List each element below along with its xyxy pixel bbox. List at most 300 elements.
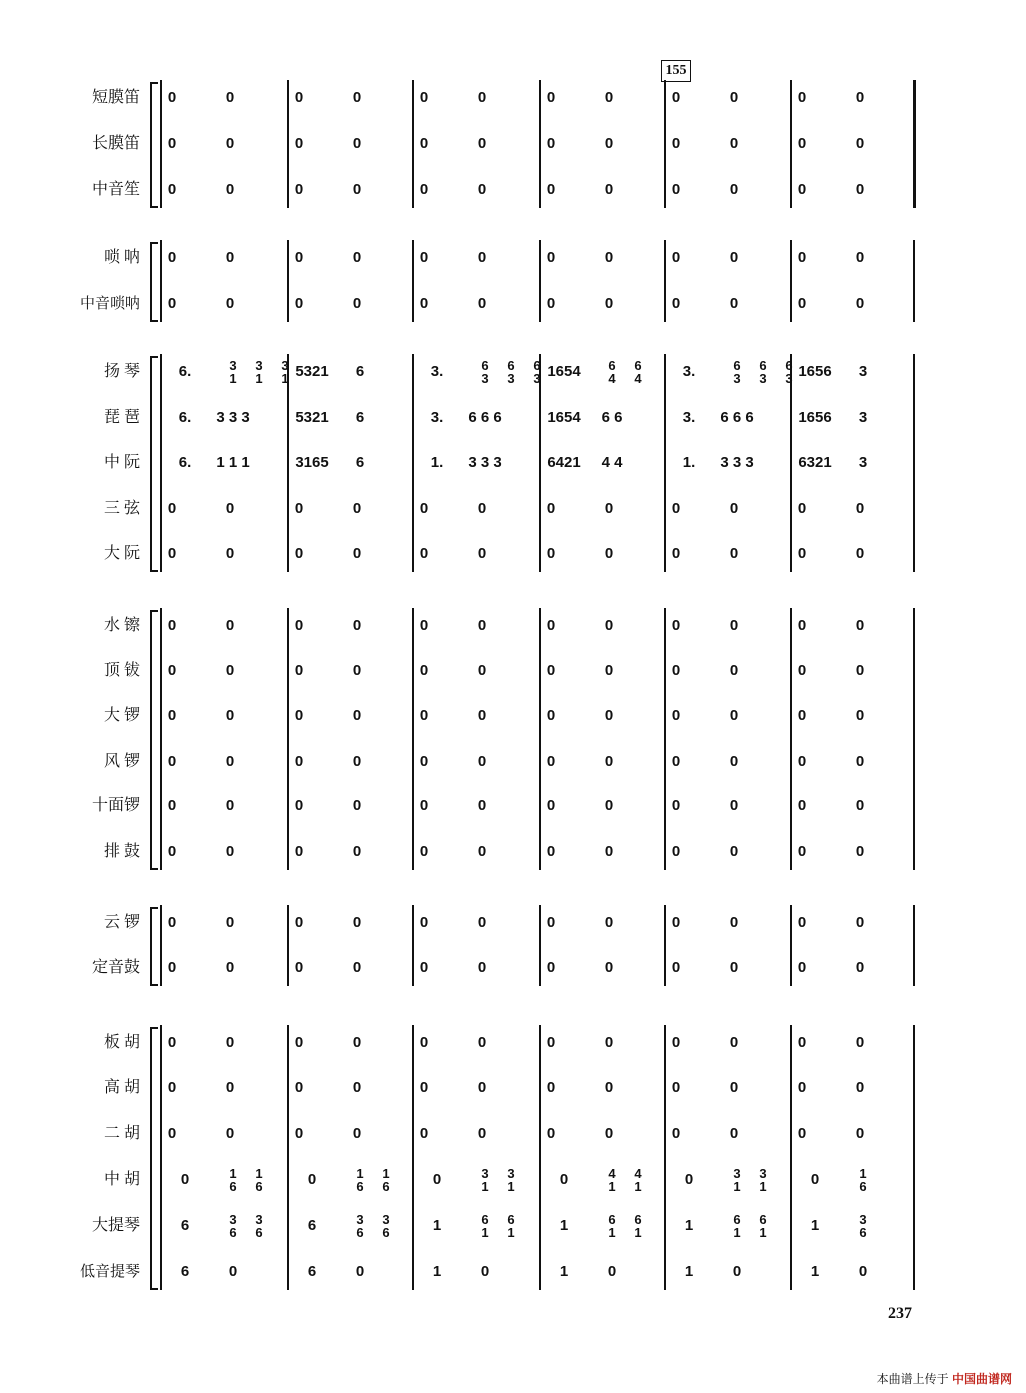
note: 3. <box>430 363 444 380</box>
note: 0 <box>604 753 614 770</box>
barline <box>913 905 915 986</box>
barline <box>287 1025 289 1290</box>
note: 0 <box>167 753 177 770</box>
note-chord: 6 3 <box>507 358 515 386</box>
note: 0 <box>671 295 681 312</box>
barline <box>790 905 792 986</box>
note: 0 <box>352 500 362 517</box>
note: 0 <box>294 662 304 679</box>
note-chord: 6 3 <box>759 358 767 386</box>
note: 0 <box>294 707 304 724</box>
note: 0 <box>352 707 362 724</box>
bracket-bottom <box>150 984 158 986</box>
group-bracket <box>150 82 152 206</box>
barline <box>160 80 162 208</box>
note: 0 <box>477 843 487 860</box>
note: 0 <box>604 89 614 106</box>
note: 1. <box>682 454 696 471</box>
instrument-label: 排 鼓 <box>103 843 140 860</box>
note: 0 <box>729 1125 739 1142</box>
note: 0 <box>797 617 807 634</box>
note: 0 <box>225 181 235 198</box>
instrument-label: 板 胡 <box>103 1034 140 1051</box>
note: 0 <box>228 1263 238 1280</box>
note: 0 <box>419 959 429 976</box>
note: 6 <box>307 1263 317 1280</box>
note: 6321 <box>798 454 832 471</box>
note: 0 <box>797 959 807 976</box>
note: 0 <box>419 249 429 266</box>
note: 3 <box>858 363 868 380</box>
note: 0 <box>225 1079 235 1096</box>
group-bracket <box>150 610 152 868</box>
note: 0 <box>671 1125 681 1142</box>
note: 0 <box>167 545 177 562</box>
note: 0 <box>797 545 807 562</box>
note: 0 <box>855 914 865 931</box>
note: 0 <box>546 959 556 976</box>
note: 6 <box>180 1217 190 1234</box>
barline <box>790 354 792 572</box>
note: 0 <box>477 295 487 312</box>
note: 0 <box>225 1034 235 1051</box>
note: 0 <box>294 135 304 152</box>
note: 0 <box>167 843 177 860</box>
barline <box>412 608 414 870</box>
note: 0 <box>180 1171 190 1188</box>
note: 0 <box>352 1079 362 1096</box>
note: 0 <box>797 707 807 724</box>
note: 0 <box>604 1034 614 1051</box>
note: 0 <box>671 181 681 198</box>
note: 6 <box>307 1217 317 1234</box>
note: 0 <box>607 1263 617 1280</box>
barline <box>664 354 666 572</box>
bracket-top <box>150 907 158 909</box>
note: 0 <box>477 1079 487 1096</box>
note: 0 <box>294 1125 304 1142</box>
instrument-label: 长膜笛 <box>91 135 140 152</box>
note: 0 <box>546 1034 556 1051</box>
note-chord: 3 1 <box>255 358 263 386</box>
note: 0 <box>546 843 556 860</box>
note: 0 <box>477 500 487 517</box>
note: 0 <box>352 249 362 266</box>
note: 0 <box>546 181 556 198</box>
bracket-top <box>150 356 158 358</box>
note: 0 <box>419 1125 429 1142</box>
note: 0 <box>546 1079 556 1096</box>
note: 0 <box>855 843 865 860</box>
note: 0 <box>546 707 556 724</box>
instrument-label: 顶 钹 <box>103 662 140 679</box>
note: 0 <box>855 295 865 312</box>
barline <box>160 240 162 322</box>
note: 0 <box>855 662 865 679</box>
note: 0 <box>729 295 739 312</box>
note: 0 <box>671 797 681 814</box>
note: 0 <box>855 500 865 517</box>
barline <box>412 80 414 208</box>
note: 0 <box>477 617 487 634</box>
note: 0 <box>167 707 177 724</box>
note: 0 <box>546 500 556 517</box>
note: 0 <box>225 843 235 860</box>
note: 1656 <box>798 363 832 380</box>
note: 0 <box>671 707 681 724</box>
instrument-label: 大 阮 <box>103 545 140 562</box>
note: 5321 <box>295 409 329 426</box>
note-chord: 3 1 <box>229 358 237 386</box>
note: 0 <box>294 1079 304 1096</box>
bracket-top <box>150 1027 158 1029</box>
note: 0 <box>419 1034 429 1051</box>
instrument-label: 三 弦 <box>103 500 140 517</box>
note: 3. <box>430 409 444 426</box>
note: 3. <box>682 363 696 380</box>
note: 0 <box>729 753 739 770</box>
instrument-label: 十面锣 <box>91 797 140 814</box>
note: 0 <box>604 500 614 517</box>
note: 0 <box>797 249 807 266</box>
note-chord: 3 6 <box>255 1212 263 1240</box>
note: 0 <box>225 545 235 562</box>
note-chord: 6 1 <box>733 1212 741 1240</box>
note: 1 <box>559 1263 569 1280</box>
note: 0 <box>167 1079 177 1096</box>
barline <box>160 608 162 870</box>
note: 0 <box>225 135 235 152</box>
note: 1 <box>684 1263 694 1280</box>
barline <box>539 905 541 986</box>
note: 0 <box>419 617 429 634</box>
note: 0 <box>225 1125 235 1142</box>
bracket-top <box>150 82 158 84</box>
note-chord: 3 1 <box>507 1166 515 1194</box>
note: 0 <box>604 1125 614 1142</box>
note: 0 <box>671 959 681 976</box>
note: 0 <box>729 959 739 976</box>
barline <box>913 1025 915 1290</box>
note-chord: 6 1 <box>481 1212 489 1240</box>
note: 0 <box>294 959 304 976</box>
note: 0 <box>810 1171 820 1188</box>
barline <box>790 608 792 870</box>
note-chord: 6 3 <box>481 358 489 386</box>
note: 0 <box>477 249 487 266</box>
instrument-label: 中音笙 <box>91 181 140 198</box>
note: 0 <box>797 1034 807 1051</box>
note: 0 <box>167 797 177 814</box>
barline <box>664 608 666 870</box>
note-chord: 3 1 <box>733 1166 741 1194</box>
note: 0 <box>419 797 429 814</box>
note: 0 <box>797 295 807 312</box>
note: 0 <box>352 545 362 562</box>
note: 0 <box>671 617 681 634</box>
note: 0 <box>855 249 865 266</box>
note: 0 <box>797 753 807 770</box>
note: 0 <box>419 135 429 152</box>
barline <box>412 1025 414 1290</box>
note: 0 <box>559 1171 569 1188</box>
bracket-top <box>150 242 158 244</box>
barline <box>287 80 289 208</box>
instrument-label: 扬 琴 <box>103 363 140 380</box>
note: 0 <box>419 1079 429 1096</box>
barline <box>539 1025 541 1290</box>
note: 0 <box>352 959 362 976</box>
note: 0 <box>604 662 614 679</box>
note: 0 <box>225 959 235 976</box>
note: 0 <box>419 545 429 562</box>
instrument-label: 中 阮 <box>103 454 140 471</box>
barline <box>160 905 162 986</box>
note: 0 <box>225 662 235 679</box>
note: 0 <box>419 843 429 860</box>
note: 0 <box>477 89 487 106</box>
note-chord: 6 1 <box>507 1212 515 1240</box>
note: 0 <box>307 1171 317 1188</box>
note: 0 <box>671 843 681 860</box>
note: 0 <box>855 617 865 634</box>
note: 0 <box>294 843 304 860</box>
note: 0 <box>294 181 304 198</box>
bracket-bottom <box>150 868 158 870</box>
note: 0 <box>294 89 304 106</box>
note-chord: 6 3 <box>733 358 741 386</box>
bracket-bottom <box>150 1288 158 1290</box>
note: 0 <box>546 295 556 312</box>
note: 0 <box>477 545 487 562</box>
note: 0 <box>225 707 235 724</box>
note: 0 <box>294 545 304 562</box>
note: 0 <box>352 662 362 679</box>
barline <box>664 240 666 322</box>
note: 0 <box>294 797 304 814</box>
note-chord: 6 4 <box>608 358 616 386</box>
note: 6. <box>178 363 192 380</box>
note: 6 <box>355 363 365 380</box>
barline <box>539 80 541 208</box>
note: 0 <box>546 1125 556 1142</box>
note: 0 <box>419 500 429 517</box>
note: 0 <box>797 135 807 152</box>
note: 0 <box>671 753 681 770</box>
note: 0 <box>477 1125 487 1142</box>
note: 1 <box>684 1217 694 1234</box>
instrument-label: 云 锣 <box>103 914 140 931</box>
note-chord: 3 6 <box>229 1212 237 1240</box>
note: 0 <box>225 249 235 266</box>
note: 6 6 6 <box>720 409 754 426</box>
note: 0 <box>604 914 614 931</box>
note: 0 <box>477 753 487 770</box>
note: 0 <box>671 662 681 679</box>
note: 0 <box>797 914 807 931</box>
note: 0 <box>546 662 556 679</box>
note: 0 <box>797 500 807 517</box>
note: 0 <box>855 707 865 724</box>
note: 0 <box>225 500 235 517</box>
note: 0 <box>352 914 362 931</box>
note: 0 <box>225 914 235 931</box>
note-chord: 1 6 <box>859 1166 867 1194</box>
note: 0 <box>729 500 739 517</box>
note: 0 <box>355 1263 365 1280</box>
instrument-label: 定音鼓 <box>91 959 140 976</box>
note: 0 <box>684 1171 694 1188</box>
note: 0 <box>419 707 429 724</box>
instrument-label: 高 胡 <box>103 1079 140 1096</box>
note: 0 <box>729 617 739 634</box>
note: 0 <box>729 662 739 679</box>
barline <box>664 905 666 986</box>
footer-prefix: 本曲谱上传于 <box>876 1372 949 1386</box>
note: 0 <box>855 753 865 770</box>
note: 0 <box>729 89 739 106</box>
note: 0 <box>167 959 177 976</box>
note: 0 <box>419 753 429 770</box>
barline <box>287 608 289 870</box>
note: 0 <box>546 617 556 634</box>
note: 0 <box>797 181 807 198</box>
group-bracket <box>150 1027 152 1288</box>
note: 0 <box>419 181 429 198</box>
barline <box>287 240 289 322</box>
note: 0 <box>480 1263 490 1280</box>
note: 0 <box>797 1125 807 1142</box>
note: 0 <box>671 500 681 517</box>
note: 3 3 3 <box>216 409 250 426</box>
note: 0 <box>294 500 304 517</box>
note: 0 <box>477 707 487 724</box>
note: 0 <box>671 249 681 266</box>
note: 5321 <box>295 363 329 380</box>
note: 0 <box>604 295 614 312</box>
note: 0 <box>729 249 739 266</box>
note: 0 <box>729 1079 739 1096</box>
note: 0 <box>546 797 556 814</box>
note: 0 <box>352 843 362 860</box>
note: 0 <box>167 1034 177 1051</box>
note: 0 <box>855 1079 865 1096</box>
note: 1654 <box>547 363 581 380</box>
note-chord: 1 6 <box>255 1166 263 1194</box>
note: 1 <box>810 1217 820 1234</box>
note-chord: 3 6 <box>356 1212 364 1240</box>
note: 0 <box>546 135 556 152</box>
note: 0 <box>546 914 556 931</box>
note: 0 <box>729 1034 739 1051</box>
note: 0 <box>225 295 235 312</box>
note: 0 <box>167 617 177 634</box>
note: 1 1 1 <box>216 454 250 471</box>
note: 1 <box>432 1263 442 1280</box>
group-bracket <box>150 242 152 320</box>
note-chord: 6 1 <box>759 1212 767 1240</box>
note: 0 <box>604 135 614 152</box>
note-chord: 1 6 <box>356 1166 364 1194</box>
note: 0 <box>477 1034 487 1051</box>
note: 0 <box>477 959 487 976</box>
note: 0 <box>225 753 235 770</box>
barline <box>790 240 792 322</box>
instrument-label: 低音提琴 <box>80 1264 141 1280</box>
note: 0 <box>729 707 739 724</box>
instrument-label: 中音唢呐 <box>80 296 141 312</box>
note: 0 <box>604 249 614 266</box>
barline <box>287 354 289 572</box>
note: 0 <box>671 545 681 562</box>
note-chord: 4 1 <box>634 1166 642 1194</box>
bracket-top <box>150 610 158 612</box>
note: 0 <box>352 181 362 198</box>
note: 0 <box>855 797 865 814</box>
note: 0 <box>477 181 487 198</box>
note: 0 <box>352 89 362 106</box>
note: 0 <box>797 662 807 679</box>
note: 6 6 <box>601 409 623 426</box>
note: 0 <box>294 1034 304 1051</box>
note: 0 <box>352 797 362 814</box>
barline <box>539 240 541 322</box>
note: 0 <box>797 843 807 860</box>
instrument-label: 水 镲 <box>103 617 140 634</box>
barline <box>539 608 541 870</box>
note: 1 <box>559 1217 569 1234</box>
group-bracket <box>150 356 152 570</box>
note: 0 <box>855 135 865 152</box>
note: 0 <box>294 617 304 634</box>
instrument-label: 琵 琶 <box>103 409 140 426</box>
barline <box>913 354 915 572</box>
note: 3. <box>682 409 696 426</box>
note: 1656 <box>798 409 832 426</box>
site-logo: 中国曲谱网 <box>951 1372 1012 1386</box>
note-chord: 3 1 <box>281 358 289 386</box>
note-chord: 1 6 <box>382 1166 390 1194</box>
note: 0 <box>732 1263 742 1280</box>
bracket-bottom <box>150 320 158 322</box>
note: 0 <box>546 89 556 106</box>
note: 0 <box>797 797 807 814</box>
note: 0 <box>855 89 865 106</box>
note: 6 <box>180 1263 190 1280</box>
note: 0 <box>294 914 304 931</box>
note-chord: 6 3 <box>533 358 541 386</box>
note: 0 <box>729 843 739 860</box>
note: 0 <box>604 617 614 634</box>
note: 0 <box>858 1263 868 1280</box>
note-chord: 3 1 <box>481 1166 489 1194</box>
instrument-label: 二 胡 <box>103 1125 140 1142</box>
note: 0 <box>352 617 362 634</box>
note: 0 <box>729 181 739 198</box>
note-chord: 4 1 <box>608 1166 616 1194</box>
barline <box>539 354 541 572</box>
note: 3 3 3 <box>468 454 502 471</box>
note: 0 <box>797 89 807 106</box>
barline <box>412 240 414 322</box>
note: 0 <box>294 295 304 312</box>
barline <box>160 1025 162 1290</box>
note: 0 <box>604 843 614 860</box>
note: 0 <box>352 135 362 152</box>
note: 0 <box>604 1079 614 1096</box>
note: 0 <box>225 617 235 634</box>
note: 0 <box>604 707 614 724</box>
